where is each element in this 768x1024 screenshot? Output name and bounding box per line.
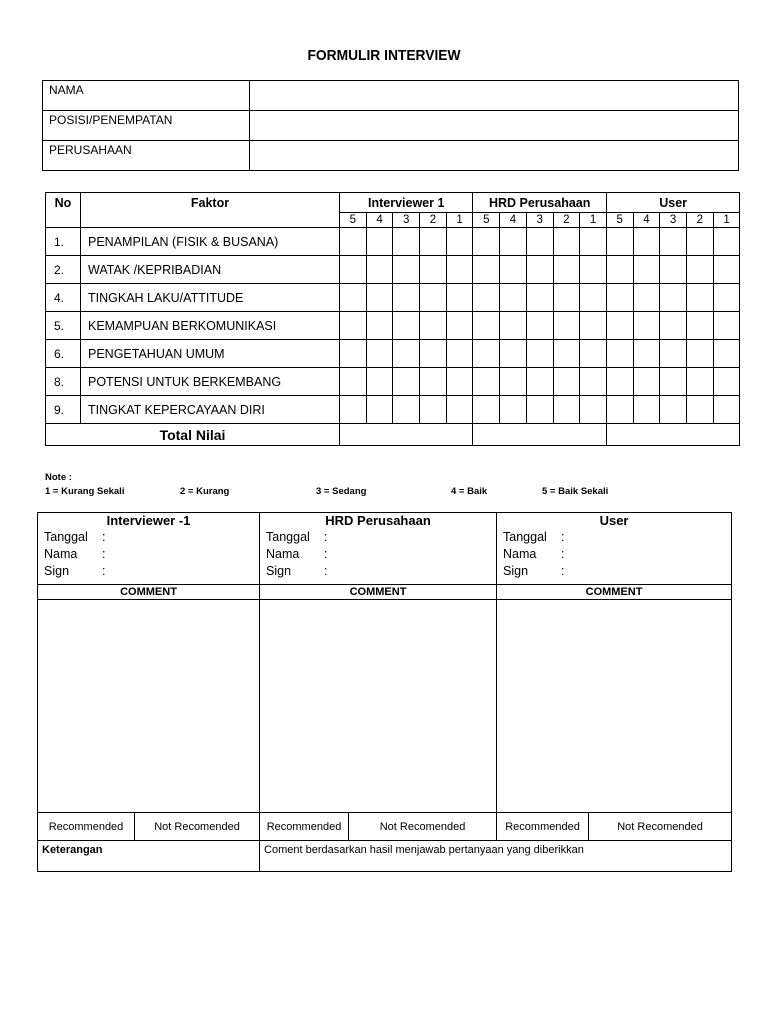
note-item-1: 1 = Kurang Sekali [45, 486, 125, 497]
score-cell[interactable] [633, 396, 660, 424]
score-cell[interactable] [633, 340, 660, 368]
note-item-5: 5 = Baik Sekali [542, 486, 609, 497]
factor-row [46, 228, 740, 256]
score-cell[interactable] [633, 256, 660, 284]
faktor-header: Faktor [81, 193, 340, 228]
score-cell[interactable] [686, 368, 713, 396]
score-cell[interactable] [366, 228, 393, 256]
score-header-row [46, 193, 740, 213]
score-cell[interactable] [500, 340, 527, 368]
factor-row [46, 396, 740, 424]
score-cell[interactable] [553, 228, 580, 256]
score-cell[interactable] [473, 312, 500, 340]
score-cell[interactable] [633, 312, 660, 340]
group-header-user: User [606, 193, 739, 213]
score-cell[interactable] [713, 396, 740, 424]
comment-box-hrd[interactable] [260, 600, 497, 813]
score-cell[interactable] [553, 256, 580, 284]
field-sign: Sign : [503, 564, 565, 578]
score-cell[interactable] [606, 228, 633, 256]
total-label: Total Nilai [46, 424, 340, 446]
evaluator-interviewer [38, 513, 260, 585]
scale-cell: 3 [393, 213, 420, 228]
score-cell[interactable] [420, 228, 447, 256]
not-recommended-option[interactable]: Not Recomended [349, 813, 497, 841]
score-cell[interactable] [366, 256, 393, 284]
score-cell[interactable] [366, 396, 393, 424]
score-cell[interactable] [526, 396, 553, 424]
score-cell[interactable] [366, 284, 393, 312]
scale-cell: 2 [420, 213, 447, 228]
factor-number: 4. [46, 284, 81, 312]
score-cell[interactable] [393, 396, 420, 424]
factor-number: 2. [46, 256, 81, 284]
score-cell[interactable] [393, 340, 420, 368]
score-cell[interactable] [660, 396, 687, 424]
field-tanggal: Tanggal : [266, 530, 328, 544]
recommended-option[interactable]: Recommended [38, 813, 135, 841]
score-cell[interactable] [660, 256, 687, 284]
score-cell[interactable] [473, 228, 500, 256]
score-cell[interactable] [526, 312, 553, 340]
score-cell[interactable] [500, 228, 527, 256]
not-recommended-option[interactable]: Not Recomended [589, 813, 732, 841]
score-cell[interactable] [660, 368, 687, 396]
recommendation-row [38, 813, 732, 841]
score-cell[interactable] [713, 284, 740, 312]
score-cell[interactable] [660, 312, 687, 340]
scale-cell: 3 [660, 213, 687, 228]
factor-number: 9. [46, 396, 81, 424]
score-cell[interactable] [580, 368, 607, 396]
score-cell[interactable] [366, 340, 393, 368]
score-cell[interactable] [606, 284, 633, 312]
score-cell[interactable] [446, 396, 473, 424]
scale-cell: 2 [686, 213, 713, 228]
scale-cell: 1 [580, 213, 607, 228]
form-title: FORMULIR INTERVIEW [307, 47, 461, 64]
score-cell[interactable] [393, 312, 420, 340]
factor-name: WATAK /KEPRIBADIAN [81, 256, 340, 284]
total-interviewer[interactable] [340, 424, 473, 446]
score-cell[interactable] [420, 340, 447, 368]
score-cell[interactable] [686, 228, 713, 256]
scale-cell: 5 [340, 213, 367, 228]
comment-box-user[interactable] [497, 600, 732, 813]
scale-cell: 2 [553, 213, 580, 228]
score-table [45, 192, 740, 446]
score-cell[interactable] [580, 340, 607, 368]
score-cell[interactable] [526, 368, 553, 396]
not-recommended-option[interactable]: Not Recomended [135, 813, 260, 841]
scale-cell: 4 [366, 213, 393, 228]
evaluator-user [497, 513, 732, 585]
info-value-perusahaan[interactable] [250, 141, 739, 171]
scale-cell: 4 [633, 213, 660, 228]
field-tanggal: Tanggal : [503, 530, 565, 544]
factor-number: 6. [46, 340, 81, 368]
field-nama: Nama : [44, 547, 106, 561]
score-cell[interactable] [446, 228, 473, 256]
field-nama: Nama : [503, 547, 565, 561]
score-cell[interactable] [553, 312, 580, 340]
score-cell[interactable] [686, 340, 713, 368]
score-cell[interactable] [340, 256, 367, 284]
comment-header-row [38, 585, 732, 600]
score-cell[interactable] [420, 368, 447, 396]
score-cell[interactable] [446, 368, 473, 396]
note-label: Note : [45, 472, 72, 483]
score-cell[interactable] [553, 284, 580, 312]
info-row-posisi [43, 111, 739, 141]
factor-name: TINGKAH LAKU/ATTITUDE [81, 284, 340, 312]
score-cell[interactable] [340, 312, 367, 340]
score-cell[interactable] [553, 396, 580, 424]
score-cell[interactable] [580, 256, 607, 284]
scale-cell: 5 [473, 213, 500, 228]
field-nama: Nama : [266, 547, 328, 561]
score-cell[interactable] [500, 312, 527, 340]
factor-row [46, 284, 740, 312]
score-cell[interactable] [526, 284, 553, 312]
comment-label: COMMENT [497, 585, 732, 600]
score-cell[interactable] [606, 312, 633, 340]
factor-row [46, 256, 740, 284]
score-cell[interactable] [340, 368, 367, 396]
info-row-perusahaan [43, 141, 739, 171]
score-cell[interactable] [500, 396, 527, 424]
score-cell[interactable] [713, 368, 740, 396]
field-sign: Sign : [266, 564, 328, 578]
score-cell[interactable] [366, 312, 393, 340]
field-sign: Sign : [44, 564, 106, 578]
score-cell[interactable] [660, 228, 687, 256]
score-cell[interactable] [660, 340, 687, 368]
total-row [46, 424, 740, 446]
no-header: No [46, 193, 81, 228]
scale-cell: 1 [713, 213, 740, 228]
score-cell[interactable] [686, 396, 713, 424]
recommended-option[interactable]: Recommended [497, 813, 589, 841]
group-header-interviewer: Interviewer 1 [340, 193, 473, 213]
score-cell[interactable] [500, 284, 527, 312]
note-item-4: 4 = Baik [451, 486, 488, 497]
score-cell[interactable] [686, 256, 713, 284]
keterangan-row [38, 841, 732, 872]
scale-cell: 4 [500, 213, 527, 228]
evaluator-name: HRD Perusahaan [325, 513, 431, 528]
score-cell[interactable] [580, 284, 607, 312]
info-value-posisi[interactable] [250, 111, 739, 141]
score-cell[interactable] [473, 368, 500, 396]
score-cell[interactable] [686, 284, 713, 312]
score-cell[interactable] [500, 256, 527, 284]
factor-name: KEMAMPUAN BERKOMUNIKASI [81, 312, 340, 340]
score-cell[interactable] [633, 284, 660, 312]
keterangan-text: Coment berdasarkan hasil menjawab pertanyaan yang diberikkan [260, 841, 732, 872]
factor-number: 5. [46, 312, 81, 340]
score-cell[interactable] [420, 396, 447, 424]
keterangan-label: Keterangan [38, 841, 260, 872]
score-cell[interactable] [606, 340, 633, 368]
score-cell[interactable] [393, 284, 420, 312]
score-cell[interactable] [340, 340, 367, 368]
score-cell[interactable] [366, 368, 393, 396]
score-cell[interactable] [526, 340, 553, 368]
evaluator-hrd [260, 513, 497, 585]
score-cell[interactable] [713, 256, 740, 284]
evaluator-table [37, 512, 732, 872]
score-cell[interactable] [580, 396, 607, 424]
score-cell[interactable] [713, 228, 740, 256]
score-cell[interactable] [660, 284, 687, 312]
factor-name: PENAMPILAN (FISIK & BUSANA) [81, 228, 340, 256]
score-cell[interactable] [526, 228, 553, 256]
evaluator-name: User [599, 513, 629, 528]
score-cell[interactable] [606, 368, 633, 396]
evaluator-header-row [38, 513, 732, 585]
comment-label: COMMENT [38, 585, 260, 600]
score-cell[interactable] [420, 312, 447, 340]
group-header-hrd: HRD Perusahaan [473, 193, 606, 213]
score-cell[interactable] [420, 284, 447, 312]
score-cell[interactable] [553, 368, 580, 396]
score-cell[interactable] [713, 312, 740, 340]
score-cell[interactable] [420, 256, 447, 284]
info-label-perusahaan: PERUSAHAAN [43, 141, 250, 171]
factor-name: TINGKAT KEPERCAYAAN DIRI [81, 396, 340, 424]
field-tanggal: Tanggal : [44, 530, 106, 544]
info-row-nama [43, 81, 739, 111]
score-cell[interactable] [340, 228, 367, 256]
comment-box-interviewer[interactable] [38, 600, 260, 813]
total-user[interactable] [606, 424, 739, 446]
evaluator-name: Interviewer -1 [106, 513, 191, 528]
scale-cell: 5 [606, 213, 633, 228]
score-cell[interactable] [473, 256, 500, 284]
info-table [42, 80, 739, 171]
score-cell[interactable] [606, 256, 633, 284]
factor-row [46, 312, 740, 340]
score-cell[interactable] [633, 368, 660, 396]
score-cell[interactable] [393, 256, 420, 284]
score-cell[interactable] [633, 228, 660, 256]
info-label-nama: NAMA [43, 81, 250, 111]
factor-row [46, 340, 740, 368]
score-cell[interactable] [580, 312, 607, 340]
scale-cell: 1 [446, 213, 473, 228]
info-label-posisi: POSISI/PENEMPATAN [43, 111, 250, 141]
score-cell[interactable] [553, 340, 580, 368]
recommended-option[interactable]: Recommended [260, 813, 349, 841]
comment-label: COMMENT [260, 585, 497, 600]
score-cell[interactable] [473, 284, 500, 312]
info-value-nama[interactable] [250, 81, 739, 111]
factor-name: PENGETAHUAN UMUM [81, 340, 340, 368]
score-cell[interactable] [473, 396, 500, 424]
scale-cell: 3 [526, 213, 553, 228]
score-cell[interactable] [446, 284, 473, 312]
score-cell[interactable] [473, 340, 500, 368]
score-cell[interactable] [446, 340, 473, 368]
score-cell[interactable] [713, 340, 740, 368]
score-cell[interactable] [393, 228, 420, 256]
score-cell[interactable] [500, 368, 527, 396]
score-cell[interactable] [393, 368, 420, 396]
score-cell[interactable] [580, 228, 607, 256]
factor-name: POTENSI UNTUK BERKEMBANG [81, 368, 340, 396]
note-item-3: 3 = Sedang [316, 486, 367, 497]
score-cell[interactable] [446, 256, 473, 284]
score-cell[interactable] [340, 284, 367, 312]
factor-row [46, 368, 740, 396]
factor-number: 8. [46, 368, 81, 396]
score-cell[interactable] [446, 312, 473, 340]
score-cell[interactable] [526, 256, 553, 284]
total-hrd[interactable] [473, 424, 606, 446]
score-cell[interactable] [340, 396, 367, 424]
score-cell[interactable] [686, 312, 713, 340]
factor-number: 1. [46, 228, 81, 256]
score-cell[interactable] [606, 396, 633, 424]
note-item-2: 2 = Kurang [180, 486, 230, 497]
comment-box-row [38, 600, 732, 813]
